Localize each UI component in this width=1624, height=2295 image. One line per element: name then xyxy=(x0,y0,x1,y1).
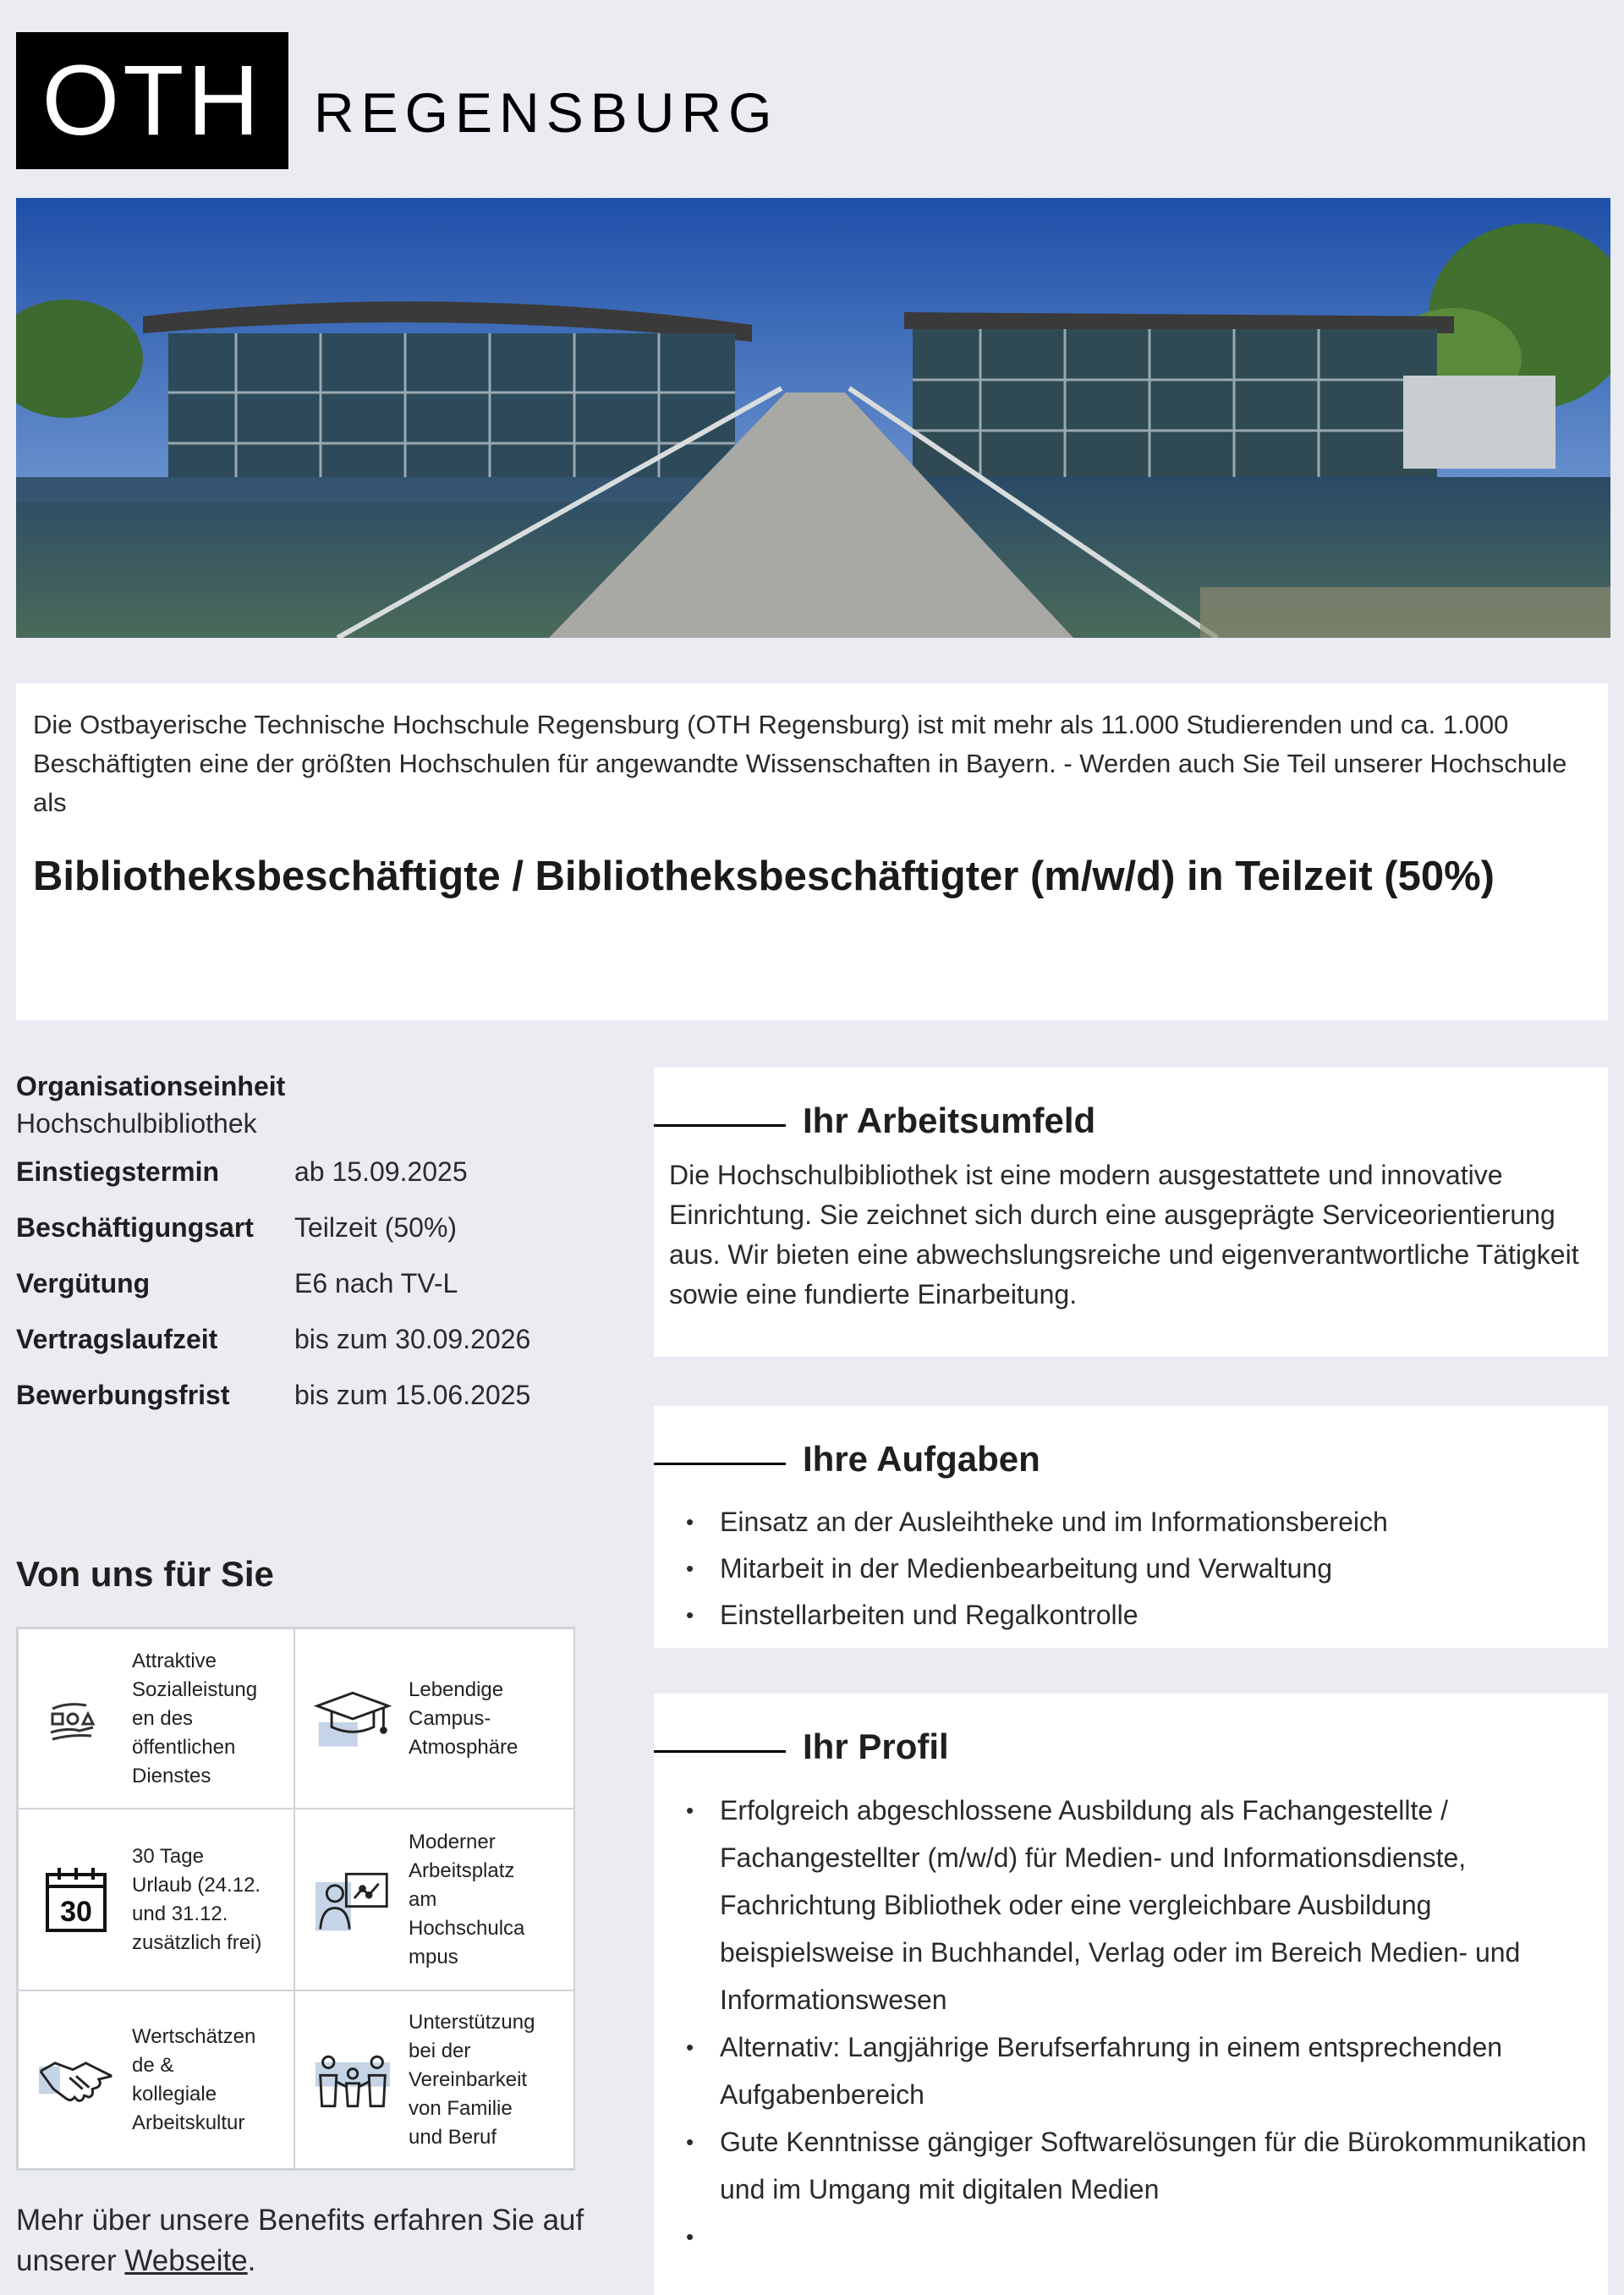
fact-value: ab 15.09.2025 xyxy=(294,1156,468,1187)
section-aufgaben xyxy=(654,1406,1608,1648)
fact-value: bis zum 15.06.2025 xyxy=(294,1380,531,1410)
section-title: Ihr Profil xyxy=(803,1727,949,1766)
calendar-icon xyxy=(37,1861,115,1939)
org-unit-value: Hochschulbibliothek xyxy=(16,1108,257,1139)
benefit-text: Unterstützung bei der Vereinbarkeit von Familie und Beruf xyxy=(409,2010,535,2149)
fact-row xyxy=(16,1311,608,1367)
fact-key: Beschäftigungsart xyxy=(16,1212,254,1243)
benefit-text: Moderner Arbeitsplatz am Hochschulca mpus xyxy=(409,1830,525,1968)
benefit-text: 30 Tage Urlaub (24.12. und 31.12. zusätzlich frei) xyxy=(132,1844,262,1954)
job-title: Bibliotheksbeschäftigte / Bibliotheksbeschäftigter (m/w/d) in Teilzeit (50%) xyxy=(33,854,1495,899)
logo-mark: OTH xyxy=(16,32,288,169)
benefit-text: Lebendige Campus- Atmosphäre xyxy=(409,1677,518,1759)
section-text: Die Hochschulbibliothek ist eine modern ausgestattete und innovative Einrichtung. Sie zeichnet sich durch eine ausgeprägte Serviceorientierung aus. Wir bieten eine abwechslungsreiche und eigenverantwortliche Tätigkeit sowie eine fundierte Einarbeitung. xyxy=(669,1160,1579,1309)
fact-key: Vertragslaufzeit xyxy=(16,1324,218,1354)
graduation-cap-icon xyxy=(314,1680,392,1758)
section-divider xyxy=(654,1750,786,1753)
benefits-website-link[interactable]: Webseite xyxy=(124,2244,248,2277)
benefit-item xyxy=(18,1809,294,1990)
benefit-text: Attraktive Sozialleistung en des öffentlichen Dienstes xyxy=(132,1649,258,1787)
section-title: Ihre Aufgaben xyxy=(803,1439,1040,1479)
benefit-item xyxy=(294,1990,575,2169)
benefits-title: Von uns für Sie xyxy=(16,1554,274,1594)
benefit-item xyxy=(294,1809,575,1990)
task-list xyxy=(654,1499,1608,1639)
fact-value: Teilzeit (50%) xyxy=(294,1212,458,1243)
section-profil xyxy=(654,1694,1608,2295)
svg-text:30: 30 xyxy=(60,1895,92,1928)
list-item: • Alternativ: Langjährige Berufserfahrung in einem entsprechenden Aufgabenbereich xyxy=(720,2023,1591,2118)
fact-key: Bewerbungsfrist xyxy=(16,1380,230,1410)
fact-value: E6 nach TV-L xyxy=(294,1268,458,1298)
campus-hero-image xyxy=(16,198,1610,638)
benefits-grid xyxy=(16,1627,575,2171)
section-divider xyxy=(654,1124,786,1127)
section-divider xyxy=(654,1463,786,1465)
list-item: • Gute Kenntnisse gängiger Softwarelösungen für die Bürokommunikation und im Umgang mit digitalen Medien xyxy=(720,2118,1591,2213)
fact-row xyxy=(16,1200,608,1255)
section-arbeitsumfeld xyxy=(654,1068,1608,1357)
logo-name: REGENSBURG xyxy=(314,81,779,144)
benefit-text: Wertschätzen de & kollegiale Arbeitskultur xyxy=(132,2024,256,2134)
fact-key: Einstiegstermin xyxy=(16,1156,220,1187)
workplace-icon xyxy=(314,1861,392,1939)
list-item: • Mitarbeit in der Medienbearbeitung und Verwaltung xyxy=(720,1546,1591,1592)
benefit-item xyxy=(18,1628,294,1809)
fact-row xyxy=(16,1367,608,1423)
fact-row xyxy=(16,1144,608,1200)
fact-row xyxy=(16,1255,608,1311)
fact-key: Vergütung xyxy=(16,1268,151,1298)
list-item: • Einsatz an der Ausleihtheke und im Informationsbereich xyxy=(720,1499,1591,1546)
benefit-item xyxy=(18,1990,294,2169)
fact-value: bis zum 30.09.2026 xyxy=(294,1324,531,1354)
section-title: Ihr Arbeitsumfeld xyxy=(803,1101,1096,1140)
benefits-more-text: Mehr über unsere Benefits erfahren Sie auf unserer Webseite. xyxy=(16,2204,584,2277)
oth-logo[interactable] xyxy=(16,32,778,169)
social-benefits-icon xyxy=(37,1680,115,1758)
list-item: • Erfolgreich abgeschlossene Ausbildung als Fachangestellte / Fachangestellter (m/w/d) für Medien- und Informationsdienste, Fachrichtung Bibliothek oder eine vergleichbare Ausbildung beispielsweise in Buchhandel, Verlag oder im Bereich Medien- und Informationswesen xyxy=(720,1787,1591,2023)
job-facts xyxy=(16,1068,608,1423)
org-unit-label: Organisationseinheit xyxy=(16,1071,286,1101)
handshake-icon xyxy=(37,2041,115,2119)
profile-list xyxy=(654,1787,1608,2213)
intro-card xyxy=(16,684,1608,1020)
family-icon xyxy=(314,2041,392,2119)
intro-text: Die Ostbayerische Technische Hochschule Regensburg (OTH Regensburg) ist mit mehr als 11.000 Studierenden und ca. 1.000 Beschäftigten eine der größten Hochschulen für angewandte Wissenschaften in Bayern. - Werden auch Sie Teil unserer Hochschule als xyxy=(33,710,1567,817)
list-item: • Einstellarbeiten und Regalkontrolle xyxy=(720,1592,1591,1639)
benefit-item xyxy=(294,1628,575,1809)
